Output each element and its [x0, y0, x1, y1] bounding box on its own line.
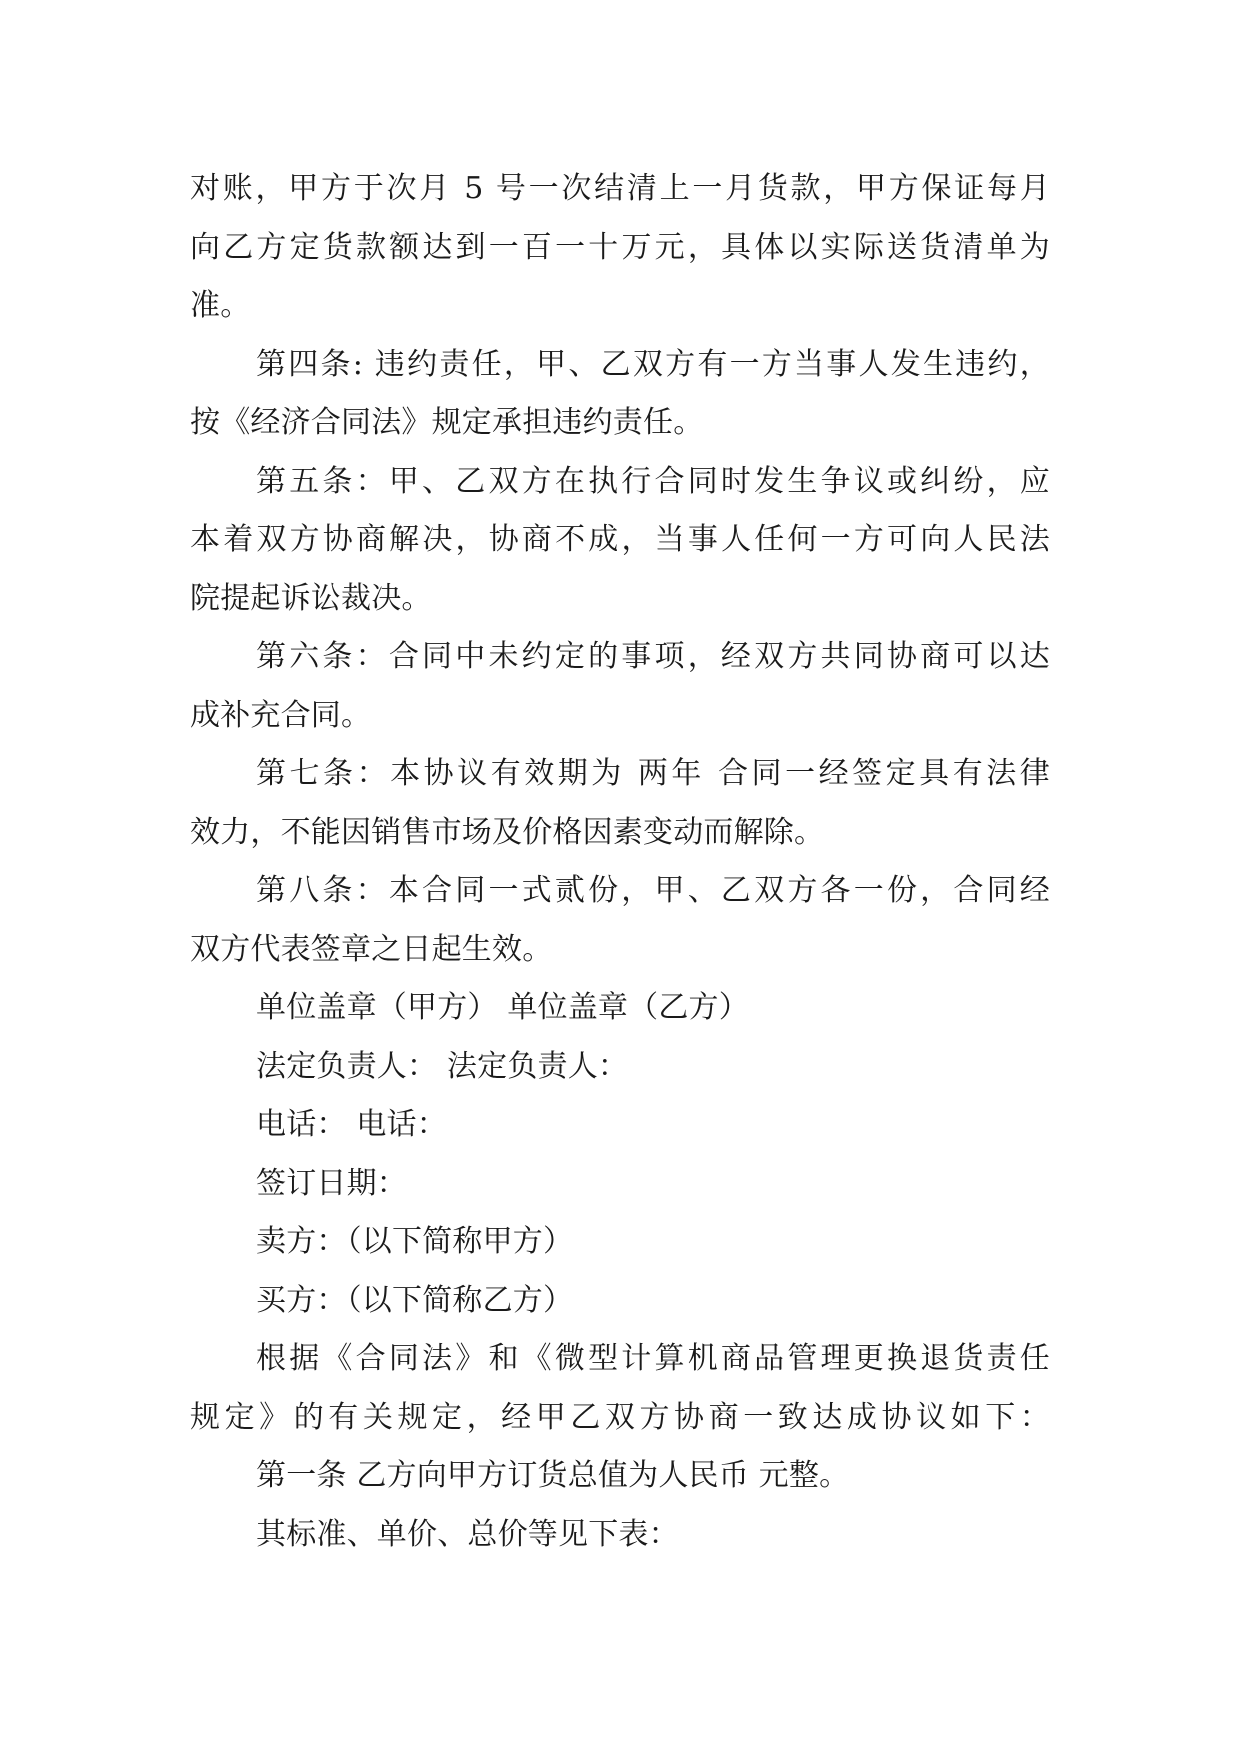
preamble-line: 根据《合同法》和《微型计算机商品管理更换退货责任 — [256, 1341, 1050, 1376]
text-line: 规定》的有关规定，经甲乙双方协商一致达成协议如下： — [190, 1399, 1050, 1435]
legal-representative-line: 法定负责人： 法定负责人： — [256, 1048, 629, 1084]
text-line: 本着双方协商解决，协商不成，当事人任何一方可向人民法 — [190, 522, 1050, 557]
article-4-line: 第四条: 违约责任，甲、乙双方有一方当事人发生违约， — [256, 346, 1050, 382]
phone-line: 电话： 电话： — [256, 1107, 447, 1142]
text-line: 院提起诉讼裁决。 — [190, 580, 432, 616]
buyer-line: 买方：（以下简称乙方） — [256, 1282, 574, 1318]
text-line: 双方代表签章之日起生效。 — [190, 931, 553, 967]
article-6-line: 第六条：合同中未约定的事项，经双方共同协商可以达 — [256, 639, 1050, 674]
text-line: 效力，不能因销售市场及价格因素变动而解除。 — [190, 814, 825, 850]
text-line: 按《经济合同法》规定承担违约责任。 — [190, 405, 704, 440]
article-8-line: 第八条：本合同一式贰份，甲、乙双方各一份，合同经 — [256, 873, 1050, 908]
text-line: 对账，甲方于次月 5 号一次结清上一月货款，甲方保证每月 — [190, 171, 1050, 206]
article-7-line: 第七条：本协议有效期为 两年 合同一经签定具有法律 — [256, 756, 1050, 791]
article-5-line: 第五条：甲、乙双方在执行合同时发生争议或纠纷，应 — [256, 463, 1050, 499]
article-1-line: 第一条 乙方向甲方订货总值为人民币 元整。 — [256, 1458, 850, 1493]
text-line: 成补充合同。 — [190, 697, 372, 733]
seal-line: 单位盖章（甲方） 单位盖章（乙方） — [256, 990, 749, 1025]
table-intro-line: 其标准、单价、总价等见下表： — [256, 1516, 679, 1552]
contract-text-body — [190, 160, 1050, 1564]
text-line: 向乙方定货款额达到一百一十万元，具体以实际送货清单为 — [190, 229, 1050, 265]
signing-date-line: 签订日期： — [256, 1165, 407, 1201]
seller-line: 卖方：（以下简称甲方） — [256, 1224, 574, 1259]
text-line: 准。 — [190, 288, 251, 323]
